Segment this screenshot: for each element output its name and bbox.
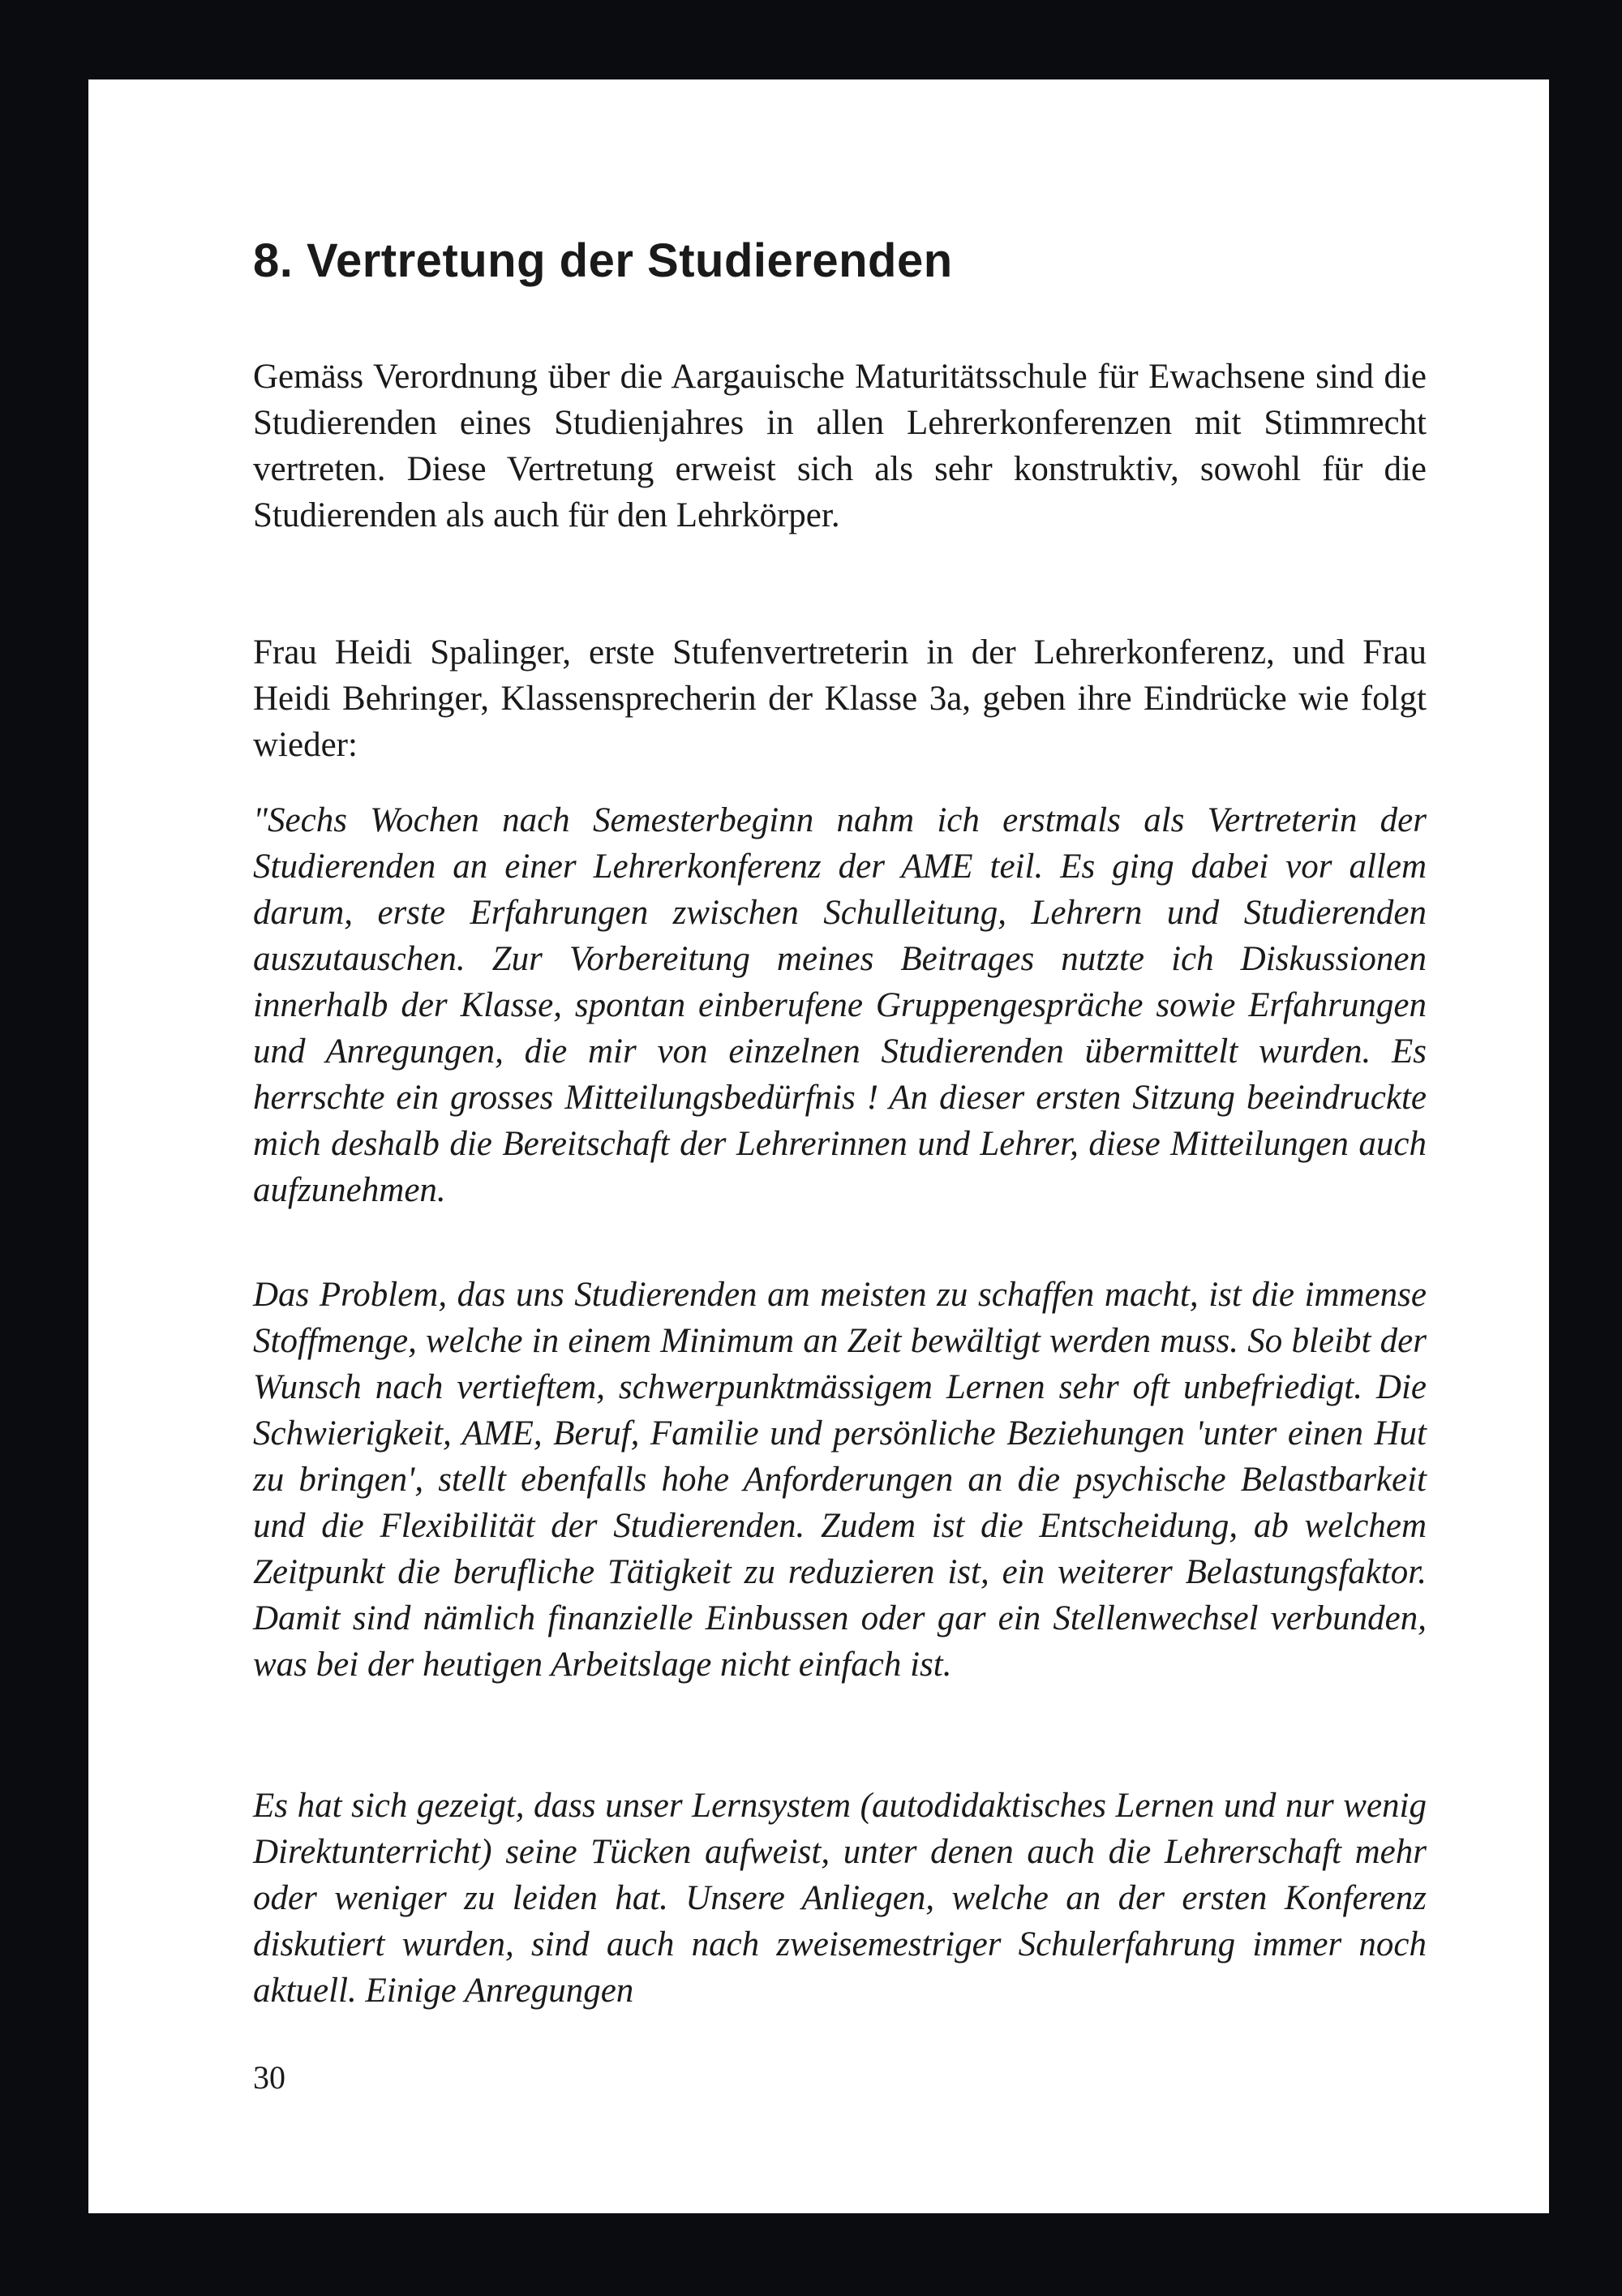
paragraph-intro: Gemäss Verordnung über die Aargauische Maturitätsschule für Ewachsene sind die Studierenden eines Studienjahres in allen Lehrerkonferenzen mit Stimmrecht vertreten. Diese Vertretung erweist sich als sehr konstruktiv, sowohl für die Studierenden als auch für den Lehrkörper. [253, 358, 1427, 534]
section-title: 8. Vertretung der Studierenden [253, 234, 953, 287]
document-page [88, 79, 1549, 2213]
quote-paragraph-problem: Das Problem, das uns Studierenden am meisten zu schaffen macht, ist die immense Stoffmenge, welche in einem Minimum an Zeit bewältigt werden muss. So bleibt der Wunsch nach vertieftem, schwerpunktmässigem Lernen sehr oft unbefriedigt. Die Schwierigkeit, AME, Beruf, Familie und persönliche Beziehungen 'unter einen Hut zu bringen', stellt ebenfalls hohe Anforderungen an die psychische Belastbarkeit und die Flexibilität der Studierenden. Zudem ist die Entscheidung, ab welchem Zeitpunkt die berufliche Tätigkeit zu reduzieren ist, ein weiterer Belastungsfaktor. Damit sind nämlich finanzielle Einbussen oder gar ein Stellenwechsel verbunden, was bei der heutigen Arbeitslage nicht einfach ist. [253, 1276, 1427, 1684]
paragraph-representatives: Frau Heidi Spalinger, erste Stufenvertreterin in der Lehrerkonferenz, und Frau Heidi Behringer, Klassensprecherin der Klasse 3a, geben ihre Eindrücke wie folgt wieder: [253, 633, 1427, 764]
quote-paragraph-first-conference: "Sechs Wochen nach Semesterbeginn nahm ich erstmals als Vertreterin der Studierenden an einer Lehrerkonferenz der AME teil. Es ging dabei vor allem darum, erste Erfahrungen zwischen Schulleitung, Lehrern und Studierenden auszutauschen. Zur Vorbereitung meines Beitrages nutzte ich Diskussionen innerhalb der Klasse, spontan einberufene Gruppengespräche sowie Erfahrungen und Anregungen, die mir von einzelnen Studierenden übermittelt wurden. Es herrschte ein grosses Mitteilungsbedürfnis ! An dieser ersten Sitzung beeindruckte mich deshalb die Bereitschaft der Lehrerinnen und Lehrer, diese Mitteilungen auch aufzunehmen. [253, 801, 1427, 1209]
page-number: 30 [253, 2059, 285, 2096]
quote-paragraph-learning-system: Es hat sich gezeigt, dass unser Lernsystem (autodidaktisches Lernen und nur wenig Direktunterricht) seine Tücken aufweist, unter denen auch die Lehrerschaft mehr oder weniger zu leiden hat. Unsere Anliegen, welche an der ersten Konferenz diskutiert wurden, sind auch nach zweisemestriger Schulerfahrung immer noch aktuell. Einige Anregungen [253, 1787, 1427, 2010]
